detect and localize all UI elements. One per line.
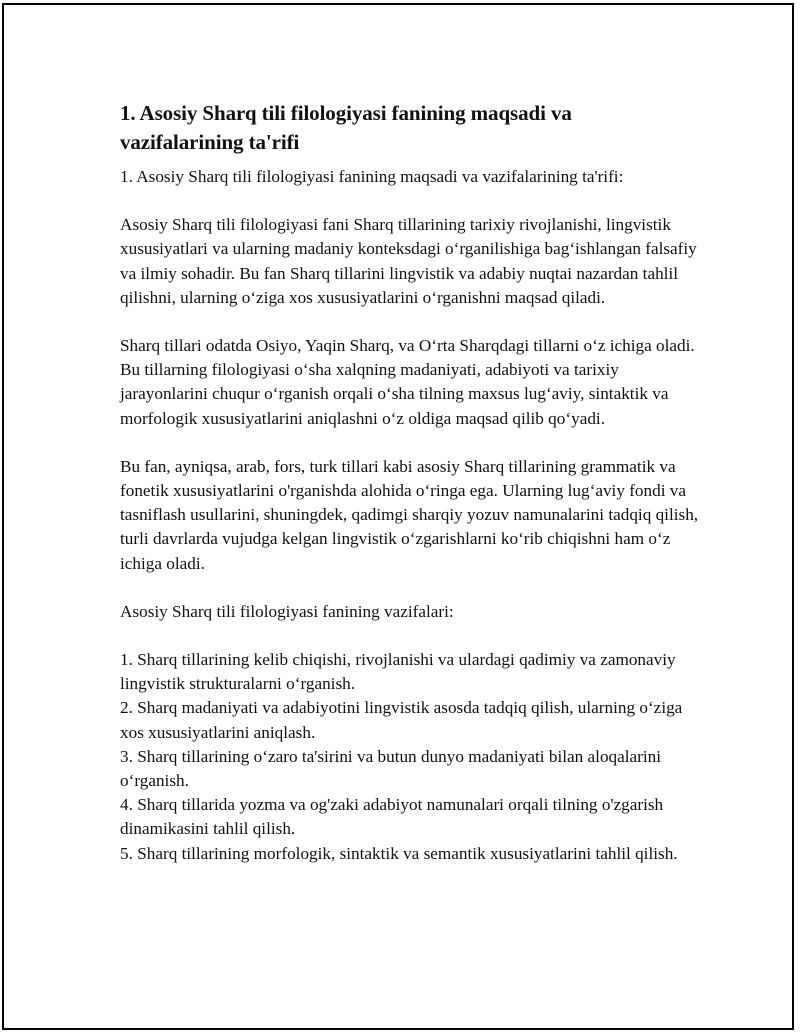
list-item: 1. Sharq tillarining kelib chiqishi, rivojlanishi va ulardagi qadimiy va zamonaviy lingvistik strukturalarni o‘rganish. <box>120 650 676 694</box>
list-item: 4. Sharq tillarida yozma va og'zaki adabiyot namunalari orqali tilning o'zgarish dinamikasini tahlil qilish. <box>120 795 664 839</box>
list-item: 2. Sharq madaniyati va adabiyotini lingvistik asosda tadqiq qilish, ularning o‘ziga xos xususiyatlarini aniqlash. <box>120 698 683 742</box>
list-item: 5. Sharq tillarining morfologik, sintaktik va semantik xususiyatlarini tahlil qilish. <box>120 843 678 863</box>
scope-paragraph: Sharq tillari odatda Osiyo, Yaqin Sharq, va O‘rta Sharqdagi tillarni o‘z ichiga oladi. Bu tillarning filologiyasi o‘sha xalqning madaniyati, adabiyoti va tarixiy jarayonlarini chuqur o‘rganish orqali o‘sha tilning maxsus lug‘aviy, sintaktik va morfologik xususiyatlarini aniqlashni o‘z oldiga maqsad qilib qo‘yadi. <box>120 336 695 428</box>
definition-paragraph: Asosiy Sharq tili filologiyasi fani Sharq tillarining tarixiy rivojlanishi, lingvistik xususiyatlari va ularning madaniy konteksdagi o‘rganilishiga bag‘ishlangan falsafiy va ilmiy sohadir. Bu fan Sharq tillarini lingvistik va adabiy nuqtai nazardan tahlil qilishni, ularning o‘ziga xos xususiyatlarini o‘rganishni maqsad qiladi. <box>120 215 697 307</box>
page-frame <box>2 3 794 1030</box>
document-title: 1. Asosiy Sharq tili filologiyasi fanining maqsadi va vazifalarining ta'rifi <box>120 101 572 154</box>
list-item: 3. Sharq tillarining o‘zaro ta'sirini va butun dunyo madaniyati bilan aloqalarini o‘rganish. <box>120 746 662 791</box>
intro-heading-paragraph: 1. Asosiy Sharq tili filologiyasi fanining maqsadi va vazifalarining ta'rifi: <box>120 167 624 186</box>
tasks-list <box>120 648 700 866</box>
languages-paragraph: Bu fan, ayniqsa, arab, fors, turk tillari kabi asosiy Sharq tillarining grammatik va fonetik xususiyatlarini o'rganishda alohida o‘ringa ega. Ularning lug‘aviy fondi va tasniflash usullarini, shuningdek, qadimgi sharqiy yozuv namunalarini tadqiq qilish, turli davrlarda vujudga kelgan lingvistik o‘zgarishlarni ko‘rib chiqishni ham o‘z ichiga oladi. <box>120 456 699 573</box>
document-body <box>120 99 700 866</box>
tasks-heading-paragraph: Asosiy Sharq tili filologiyasi fanining vazifalari: <box>120 601 454 621</box>
